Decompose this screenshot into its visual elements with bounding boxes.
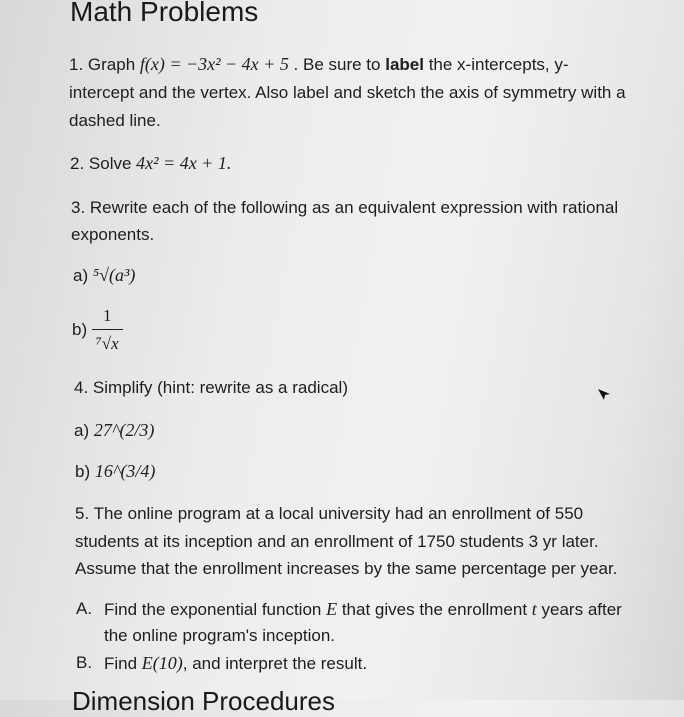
problem-5A-t: t: [531, 599, 537, 619]
problem-1-mid: . Be sure to: [288, 55, 386, 74]
problem-1-line-1: [69, 53, 569, 76]
problem-1-lead: 1. Graph: [69, 55, 140, 74]
problem-5A-E: E: [326, 599, 338, 619]
problem-5-line-2: students at its inception and an enrollment of 1750 students 3 yr later.: [75, 532, 599, 551]
problem-3b-numerator: 1: [102, 306, 112, 325]
problem-4a-expression: 27^(2/3): [93, 420, 155, 440]
problem-5-line-3: Assume that the enrollment increases by the same percentage per year.: [75, 559, 618, 578]
problem-5B-line: [104, 652, 367, 675]
problem-2-equation: 4x² = 4x + 1.: [136, 153, 232, 173]
problem-3-line-1: 3. Rewrite each of the following as an equivalent expression with rational: [71, 198, 619, 217]
problem-1-line-2: intercept and the vertex. Also label and sketch the axis of symmetry with a: [69, 83, 626, 102]
problem-4a-label: a): [74, 421, 94, 440]
problem-3b-fraction: [92, 305, 123, 355]
problem-5A-line-2: the online program's inception.: [104, 626, 335, 645]
problem-3b-label: b): [72, 320, 92, 339]
problem-5-line-1: 5. The online program at a local university had an enrollment of 550: [75, 504, 584, 523]
problem-1-line-3: dashed line.: [69, 111, 161, 130]
title: Math Problems: [70, 0, 259, 27]
problem-5A-label: A.: [76, 599, 93, 618]
problem-3-line-2: exponents.: [71, 225, 155, 244]
problem-1-function: f(x) = −3x² − 4x + 5: [139, 54, 289, 74]
problem-5B-post: , and interpret the result.: [182, 654, 368, 673]
problem-4b-label: b): [75, 462, 95, 481]
problem-5A-pre: Find the exponential function: [104, 600, 327, 619]
problem-3b-denominator: ⁷√x: [92, 329, 123, 355]
problem-5A-post: years after: [536, 600, 622, 619]
problem-3b: [72, 305, 123, 355]
problem-1-bold-label: label: [385, 55, 424, 74]
problem-3a-label: a): [73, 266, 93, 285]
mouse-cursor-icon: [596, 386, 612, 407]
cutoff-heading: Dimension Procedures: [72, 686, 336, 716]
problem-5A-mid: that gives the enrollment: [337, 600, 532, 619]
problem-4b-expression: 16^(3/4): [94, 461, 156, 481]
problem-5B-pre: Find: [104, 654, 142, 673]
problem-3a: [73, 264, 135, 287]
problem-5B-expression: E(10): [141, 653, 183, 673]
problem-4b: [75, 460, 155, 483]
problem-3a-expression: ⁵√(a³): [92, 265, 136, 285]
problem-2: [70, 152, 231, 175]
problem-2-lead: 2. Solve: [70, 154, 137, 173]
problem-5B-label: B.: [76, 653, 93, 672]
problem-4-line-1: 4. Simplify (hint: rewrite as a radical): [74, 378, 348, 397]
problem-5A-line-1: [104, 598, 622, 621]
problem-1-tail: the x-intercepts, y-: [423, 55, 569, 74]
problem-4a: [74, 419, 154, 442]
